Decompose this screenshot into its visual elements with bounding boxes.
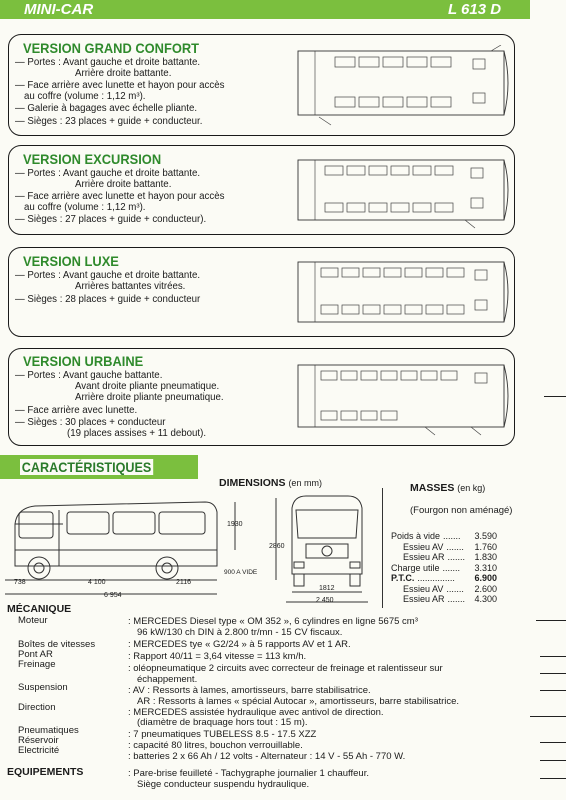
masses-subtitle: (Fourgon non aménagé) — [410, 505, 513, 516]
seat-plan-drawing — [295, 154, 513, 230]
spec-label: Suspension — [18, 682, 68, 693]
version-line: Arrière droite battante. — [75, 179, 172, 190]
mass-row — [391, 584, 497, 595]
version-excursion-box — [8, 145, 515, 235]
version-luxe-box — [8, 247, 515, 337]
mass-value: 2.600 — [474, 583, 497, 594]
mass-row — [391, 542, 497, 553]
mass-label: Essieu AR — [403, 594, 445, 604]
mass-dots: ....... — [446, 583, 464, 594]
dim-label: 738 — [14, 579, 26, 586]
mass-value: 3.590 — [474, 531, 497, 541]
mass-label: Poids à vide — [391, 531, 441, 541]
dim-label: 2860 — [269, 543, 285, 550]
mecanique-title: MÉCANIQUE — [7, 603, 72, 615]
mass-row — [391, 573, 497, 584]
dimensions-heading — [219, 477, 322, 489]
version-line: (19 places assises + 11 debout). — [67, 428, 207, 439]
spec-value: : batteries 2 x 66 Ah / 12 volts - Alternateur : 14 V - 55 Ah - 770 W. — [128, 751, 406, 762]
version-line: Arrière droite battante. — [75, 68, 172, 79]
mass-label: Charge utile — [391, 562, 440, 573]
version-line: — Portes : Avant gauche et droite battante. — [15, 168, 201, 179]
version-line: — Sièges : 27 places + guide + conducteur). — [15, 214, 207, 225]
model-code: L 613 D — [448, 1, 502, 18]
dim-label: 900 A VIDE — [224, 569, 258, 576]
dim-label: 1812 — [319, 585, 335, 592]
version-line: — Portes : Avant gauche battante. — [15, 370, 163, 381]
mass-dots: ....... — [447, 552, 466, 562]
version-line: Avant droite pliante pneumatique. — [75, 381, 220, 392]
spec-label: Electricité — [18, 745, 60, 756]
masses-title: MASSES — [410, 482, 455, 494]
version-line: — Face arrière avec lunette et hayon pour accès — [15, 191, 225, 202]
seat-plan-drawing — [295, 256, 513, 332]
mass-dots: ....... — [446, 541, 464, 552]
mass-value: 3.310 — [474, 562, 497, 573]
spec-label: Direction — [18, 702, 56, 713]
spec-value: : AV : Ressorts à lames, amortisseurs, barre stabilisatrice. — [128, 685, 371, 696]
version-title: VERSION LUXE — [23, 253, 119, 269]
spec-value: : MERCEDES assistée hydraulique avec antivol de direction. — [128, 707, 384, 718]
spec-label: Moteur — [18, 615, 48, 626]
mass-dots: ....... — [442, 562, 461, 573]
spec-value: AR : Ressorts à lames « spécial Autocar », amortisseurs, barre stabilisatrice. — [137, 696, 460, 707]
mass-row — [391, 563, 497, 574]
caracteristiques-title: CARACTÉRISTIQUES — [21, 459, 152, 475]
spec-value: : MERCEDES Diesel type « OM 352 », 6 cylindres en ligne 5675 cm³ — [128, 616, 418, 627]
dim-label: 6 954 — [104, 592, 122, 599]
equipements-title: EQUIPEMENTS — [7, 766, 84, 778]
spec-value: échappement. — [137, 674, 198, 685]
spec-label: Réservoir — [18, 735, 59, 746]
dim-label: 2116 — [176, 579, 192, 586]
version-line: — Portes : Avant gauche et droite battante. — [15, 270, 201, 281]
page-title: MINI-CAR — [24, 1, 94, 18]
mass-row — [391, 594, 497, 605]
version-line: — Portes : Avant gauche et droite battante. — [15, 57, 201, 68]
version-grand-confort-box — [8, 34, 515, 136]
version-line: au coffre (volume : 1,12 m³). — [24, 91, 146, 102]
spec-value: : MERCEDES tye « G2/24 » à 5 rapports AV et 1 AR. — [128, 639, 351, 650]
spec-value: : oléopneumatique 2 circuits avec correcteur de freinage et ralentisseur sur — [128, 663, 443, 674]
mass-label: Essieu AV — [403, 583, 444, 594]
mass-row — [391, 531, 497, 542]
dim-label: 1930 — [227, 521, 243, 528]
version-line: Arrière droite pliante pneumatique. — [75, 392, 224, 403]
masses-table — [391, 531, 497, 605]
version-title: VERSION EXCURSION — [23, 151, 162, 167]
mass-value: 6.900 — [474, 573, 497, 583]
version-title: VERSION URBAINE — [23, 353, 144, 369]
masses-separator — [382, 488, 383, 608]
spec-label: Pont AR — [18, 649, 53, 660]
mass-label: Essieu AR — [403, 552, 445, 562]
dim-label: 4 100 — [88, 579, 106, 586]
equipement-line: Siège conducteur suspendu hydraulique. — [137, 779, 310, 790]
mass-dots: ....... — [443, 531, 461, 541]
masses-heading — [410, 482, 485, 494]
version-line: — Sièges : 28 places + guide + conducteur — [15, 294, 201, 305]
version-line: — Sièges : 30 places + conducteur — [15, 417, 166, 428]
spec-label: Pneumatiques — [18, 725, 79, 736]
equipement-line: : Pare-brise feuilleté - Tachygraphe journalier 1 chauffeur. — [128, 768, 369, 779]
version-line: — Sièges : 23 places + guide + conducteur. — [15, 116, 203, 127]
seat-plan-drawing — [295, 357, 513, 439]
mass-label: Essieu AV — [403, 541, 444, 552]
version-line: Arrières battantes vitrées. — [75, 281, 186, 292]
mass-dots: ............... — [417, 573, 455, 583]
spec-value: 96 kW/130 ch DIN à 2.800 tr/mn - 15 CV fiscaux. — [137, 627, 343, 638]
dimensions-unit: (en mm) — [288, 478, 322, 488]
mass-dots: ....... — [447, 594, 466, 604]
dimensions-title: DIMENSIONS — [219, 477, 286, 489]
version-line: — Face arrière avec lunette. — [15, 405, 138, 416]
spec-value: (diamètre de braquage hors tout : 15 m). — [137, 717, 308, 728]
dim-label: 2 450 — [316, 597, 334, 604]
spec-value: : capacité 80 litres, bouchon verrouillable. — [128, 740, 303, 751]
masses-unit: (en kg) — [457, 483, 486, 493]
version-line: au coffre (volume : 1,12 m³). — [24, 202, 146, 213]
bus-side-drawing — [5, 490, 245, 602]
mass-label: P.T.C. — [391, 573, 415, 583]
mass-value: 4.300 — [474, 594, 497, 604]
mass-row — [391, 552, 497, 563]
seat-plan-drawing — [295, 45, 513, 127]
spec-label: Freinage — [18, 659, 56, 670]
version-line: — Face arrière avec lunette et hayon pour accès — [15, 80, 225, 91]
spec-value: : 7 pneumatiques TUBELESS 8.5 - 17.5 XZZ — [128, 729, 317, 740]
version-line: — Galerie à bagages avec échelle pliante. — [15, 103, 198, 114]
spec-label: Boîtes de vitesses — [18, 639, 96, 650]
mass-value: 1.760 — [474, 541, 497, 552]
spec-value: : Rapport 40/11 = 3,64 vitesse = 113 km/h. — [128, 651, 307, 662]
version-title: VERSION GRAND CONFORT — [23, 40, 200, 56]
mass-value: 1.830 — [474, 552, 497, 562]
version-urbaine-box — [8, 348, 515, 446]
